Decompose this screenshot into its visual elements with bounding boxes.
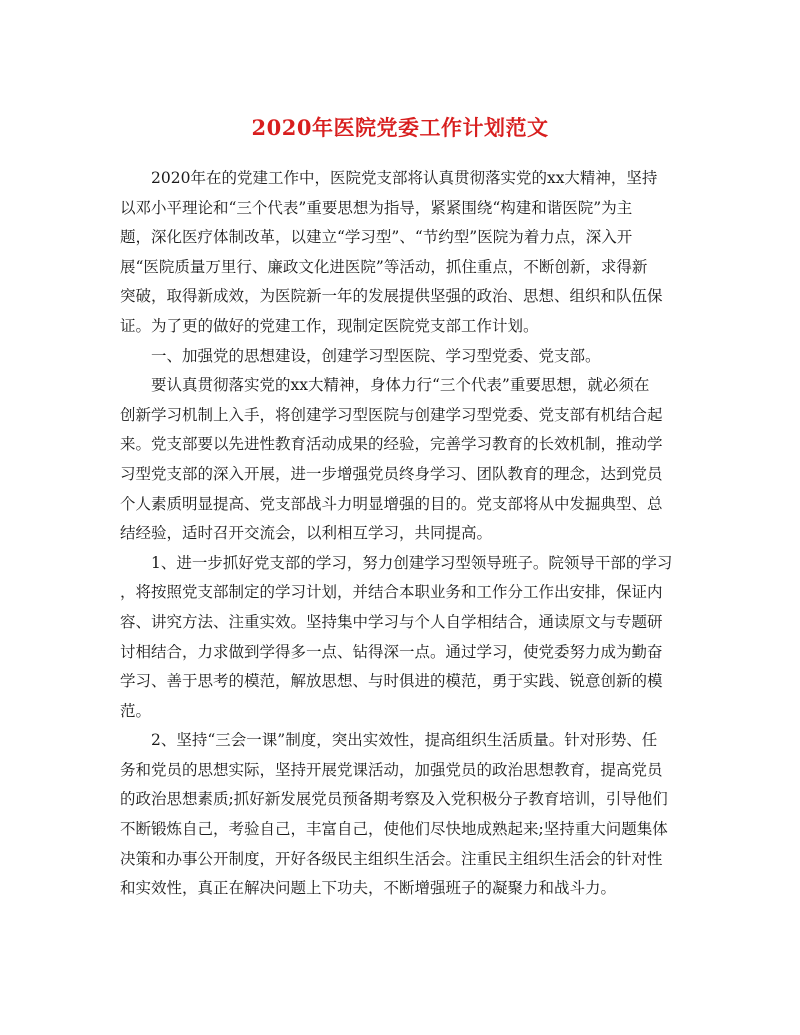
text-line: 务和党员的思想实际，坚持开展党课活动，加强党员的政治思想教育，提高党员 (120, 760, 663, 779)
text-line: 题，深化医疗体制改革，以建立“学习型”、“节约型”医院为着力点，深入开 (120, 228, 633, 247)
text-line: 习型党支部的深入开展，进一步增强党员终身学习、团队教育的理念，达到党员 (120, 464, 663, 483)
text-line: 和实效性，真正在解决问题上下功夫，不断增强班子的凝聚力和战斗力。 (120, 879, 617, 898)
document-title: 2020年医院党委工作计划范文 (251, 115, 549, 140)
text-line: 要认真贯彻落实党的xx大精神，身体力行“三个代表”重要思想，就必须在 (151, 376, 650, 395)
paragraph-item-2 (120, 726, 690, 904)
text-line: 创新学习机制上入手，将创建学习型医院与创建学习型党委、党支部有机结合起 (120, 405, 663, 424)
document-body (120, 164, 690, 904)
text-line: 证。为了更的做好的党建工作，现制定医院党支部工作计划。 (120, 316, 539, 335)
text-line: ，将按照党支部制定的学习计划，并结合本职业务和工作分工作出安排，保证内 (120, 583, 663, 602)
text-line: 突破，取得新成效，为医院新一年的发展提供坚强的政治、思想、组织和队伍保 (120, 287, 663, 306)
text-line: 1、进一步抓好党支部的学习，努力创建学习型领导班子。院领导干部的学习 (151, 553, 673, 572)
text-line: 来。党支部要以先进性教育活动成果的经验，完善学习教育的长效机制，推动学 (120, 435, 663, 454)
text-line: 以邓小平理论和“三个代表”重要思想为指导，紧紧围绕“构建和谐医院”为主 (120, 198, 633, 217)
text-line: 讨相结合，力求做到学得多一点、钻得深一点。通过学习，使党委努力成为勤奋 (120, 642, 663, 661)
section-heading-1 (120, 342, 690, 372)
text-line: 容、讲究方法、注重实效。坚持集中学习与个人自学相结合，通读原文与专题研 (120, 612, 663, 631)
text-line: 一、加强党的思想建设，创建学习型医院、学习型党委、党支部。 (151, 346, 601, 365)
text-line: 展“医院质量万里行、廉政文化进医院”等活动，抓住重点，不断创新，求得新 (120, 257, 648, 276)
paragraph-section-1 (120, 371, 690, 549)
text-line: 2、坚持“三会一课”制度，突出实效性，提高组织生活质量。针对形势、任 (151, 731, 658, 750)
text-line: 结经验，适时召开交流会，以利相互学习，共同提高。 (120, 524, 493, 543)
text-line: 决策和办事公开制度，开好各级民主组织生活会。注重民主组织生活会的针对性 (120, 849, 663, 868)
text-line: 个人素质明显提高、党支部战斗力明显增强的目的。党支部将从中发掘典型、总 (120, 494, 663, 513)
text-line: 不断锻炼自己，考验自己，丰富自己，使他们尽快地成熟起来;坚持重大问题集体 (120, 820, 668, 839)
paragraph-item-1 (120, 549, 690, 727)
text-line: 2020年在的党建工作中，医院党支部将认真贯彻落实党的xx大精神，坚持 (151, 169, 658, 187)
text-line: 范。 (120, 701, 152, 720)
text-line: 的政治思想素质;抓好新发展党员预备期考察及入党积极分子教育培训，引导他们 (120, 790, 668, 809)
paragraph-intro (120, 164, 690, 342)
text-line: 学习、善于思考的模范，解放思想、与时俱进的模范，勇于实践、锐意创新的模 (120, 672, 663, 691)
